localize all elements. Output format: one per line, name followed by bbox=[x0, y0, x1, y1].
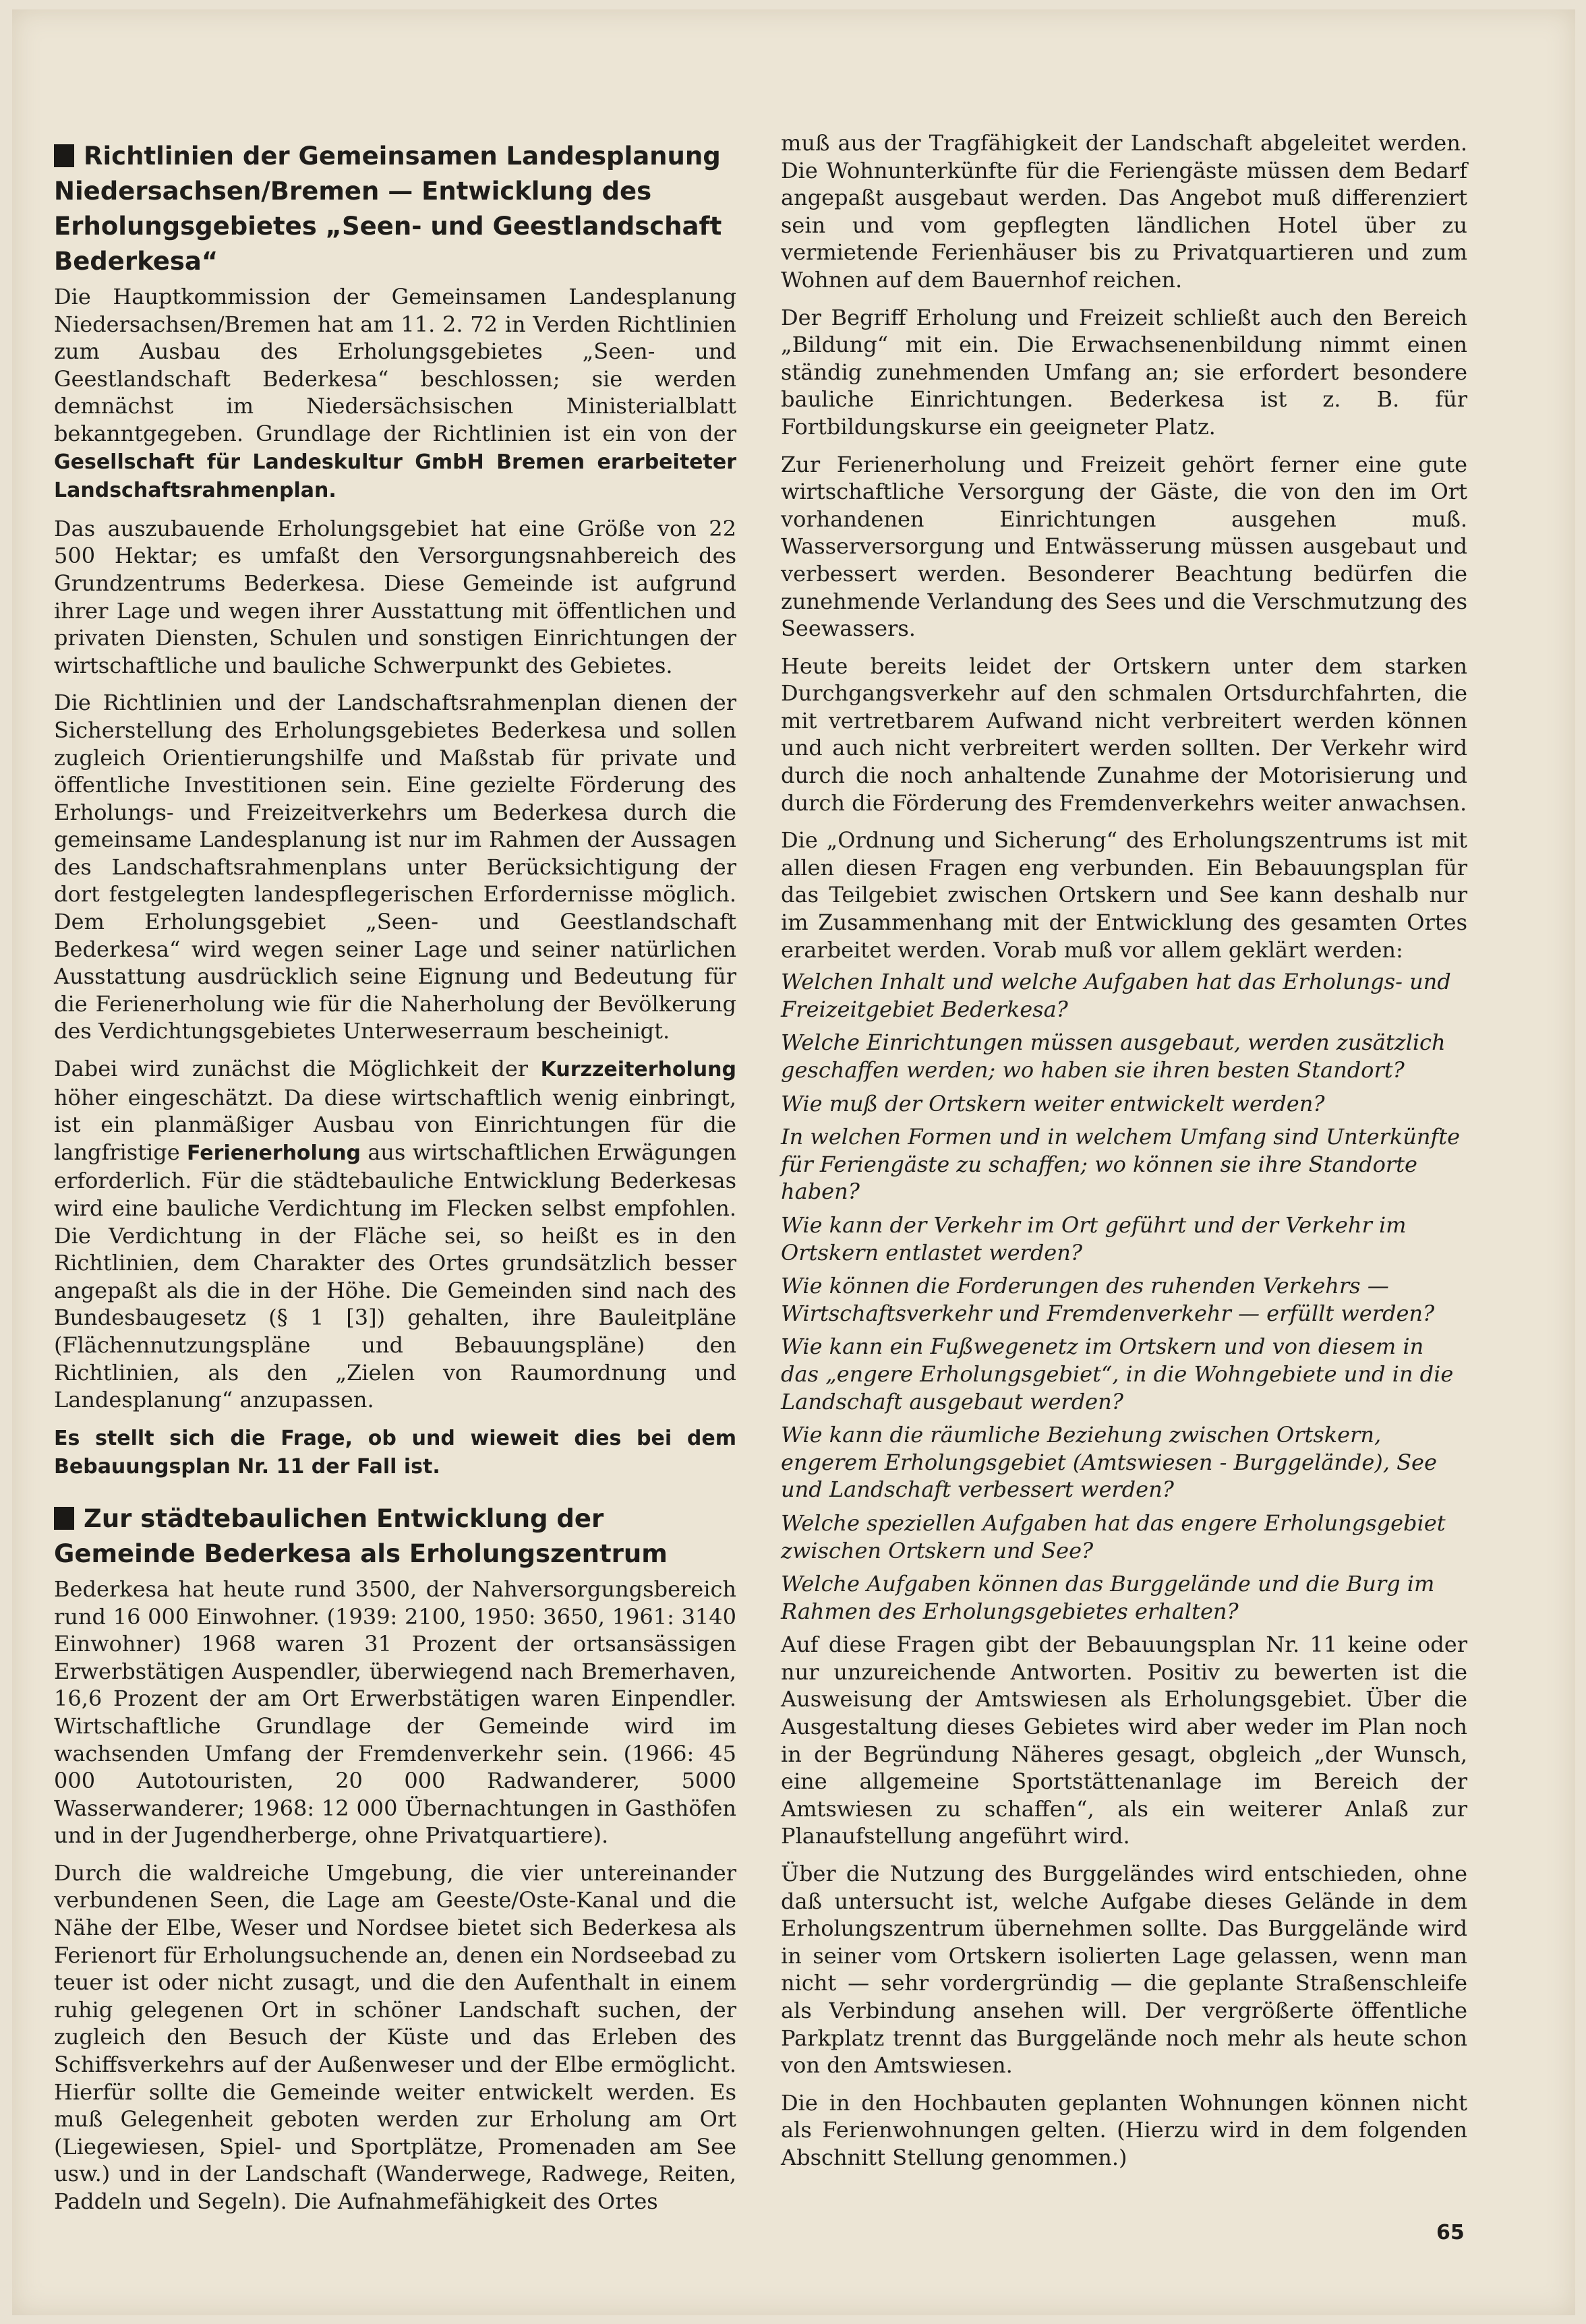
paragraph: Die Hauptkommission der Gemeinsamen Landesplanung Niedersachsen/Bremen hat am 11. 2. 72 in Verden Richtlinien zum Ausbau des Erholungsgebietes „Seen- und Geestlandschaft Bederkesa“ beschlossen; sie werden demnächst im Niedersächsischen Ministerialblatt bekanntgegeben. Grundlage der Richtlinien ist ein von der Gesellschaft für Landeskultur GmbH Bremen erarbeiteter Landschaftsrahmenplan. bbox=[54, 284, 736, 503]
paragraph: Das auszubauende Erholungsgebiet hat eine Größe von 22 500 Hektar; es umfaßt den Versorgungsnahbereich des Grundzentrums Bederkesa. Diese Gemeinde ist aufgrund ihrer Lage und wegen ihrer Ausstattung mit öffentlichen und privaten Diensten, Schulen und sonstigen Einrichtungen der wirtschaftliche und bauliche Schwerpunkt des Gebietes. bbox=[54, 515, 736, 678]
question-item: Welche Einrichtungen müssen ausgebaut, werden zusätzlich geschaffen werden; wo haben sie ihren besten Standort? bbox=[781, 1030, 1446, 1083]
paragraph: Durch die waldreiche Umgebung, die vier untereinander verbundenen Seen, die Lage am Geeste/Oste-Kanal und die Nähe der Elbe, Weser und Nordsee bietet sich Bederkesa als Ferienort für Erholungsuchende an, denen ein Nordseebad zu teuer ist oder nicht zusagt, und die den Aufenthalt in einem ruhig gelegenen Ort in schöner Landschaft suchen, der zugleich den Besuch der Küste und das Erleben des Schiffsverkehrs auf der Außenweser und der Elbe ermöglicht. Hierfür sollte die Gemeinde weiter entwickelt werden. Es muß Gelegenheit geboten werden zur Erholung am Ort (Liegewiesen, Spiel- und Sportplätze, Promenaden am See usw.) und in der Landschaft (Wanderwege, Radwege, Reiten, Paddeln und Segeln). Die Aufnahmefähigkeit des Ortes bbox=[54, 1859, 736, 2214]
square-bullet-icon bbox=[54, 1507, 74, 1530]
square-bullet-icon bbox=[54, 144, 74, 167]
paragraph: Über die Nutzung des Burggeländes wird entschieden, ohne daß untersucht ist, welche Aufgabe dieses Gelände in dem Erholungszentrum übernehmen sollte. Das Burggelände wird in seiner vom Ortskern isolierten Lage gelassen, wenn man nicht — sehr vordergründig — die geplante Straßenschleife als Verbindung ansehen will. Der vergrößerte öffentliche Parkplatz trennt das Burggelände noch mehr als heute schon von den Amtswiesen. bbox=[781, 1861, 1467, 2079]
question-item: Wie können die Forderungen des ruhenden Verkehrs — Wirtschaftsverkehr und Fremdenverkehr — erfüllt werden? bbox=[781, 1273, 1435, 1326]
question-item: Welche speziellen Aufgaben hat das engere Erholungsgebiet zwischen Ortskern und See? bbox=[781, 1510, 1446, 1563]
paragraph: Die in den Hochbauten geplanten Wohnungen können nicht als Ferienwohnungen gelten. (Hierzu wird in dem folgenden Abschnitt Stellung genommen.) bbox=[781, 2089, 1467, 2170]
paragraph: Dabei wird zunächst die Möglichkeit der Kurzzeiterholung höher eingeschätzt. Da diese wirtschaftlich wenig einbringt, ist ein planmäßiger Ausbau von Einrichtungen für die langfristige Ferienerholung aus wirtschaftlichen Erwägungen erforderlich. Für die städtebauliche Entwicklung Bederkesas wird eine bauliche Verdichtung im Flecken selbst empfohlen. Die Verdichtung in der Fläche sei, so heißt es in den Richtlinien, dem Charakter des Ortes grundsätzlich besser angepaßt als die in der Höhe. Die Gemeinden sind nach des Bundesbaugesetz (§ 1 [3]) gehalten, ihre Bauleitpläne (Flächennutzungspläne und Bebauungspläne) den Richtlinien, als den „Zielen von Raumordnung und Landesplanung“ anzupassen. bbox=[54, 1056, 736, 1413]
question-item: Wie kann die räumliche Beziehung zwischen Ortskern, engerem Erholungsgebiet (Amtswiesen - Burggelände), See und Landschaft verbessert werden? bbox=[781, 1422, 1437, 1503]
section-heading-richtlinien: Richtlinien der Gemeinsamen Landesplanung Niedersachsen/Bremen — Entwicklung des Erholungsgebietes „Seen- und Geestlandschaft Bederkesa“ bbox=[54, 142, 722, 276]
question-item: Welche Aufgaben können das Burggelände und die Burg im Rahmen des Erholungsgebietes erhalten? bbox=[781, 1571, 1435, 1624]
paragraph: Der Begriff Erholung und Freizeit schließt auch den Bereich „Bildung“ mit ein. Die Erwachsenenbildung nimmt einen ständig zunehmenden Umfang an; sie erfordert besondere bauliche Einrichtungen. Bederkesa ist z. B. für Fortbildungskurse ein geeigneter Platz. bbox=[781, 304, 1467, 440]
section-heading-entwicklung: Zur städtebaulichen Entwicklung der Gemeinde Bederkesa als Erholungszentrum bbox=[54, 1503, 668, 1568]
paragraph: Zur Ferienerholung und Freizeit gehört ferner eine gute wirtschaftliche Versorgung der Gäste, die von den im Ort vorhandenen Einrichtungen ausgehen muß. Wasserversorgung und Entwässerung müssen ausgebaut und verbessert werden. Besonderer Beachtung bedürfen die zunehmende Verlandung des Sees und die Verschmutzung des Seewassers. bbox=[781, 451, 1467, 642]
paragraph: Bederkesa hat heute rund 3500, der Nahversorgungsbereich rund 16 000 Einwohner. (1939: 2100, 1950: 3650, 1961: 3140 Einwohner) 1968 waren 31 Prozent der ortsansässigen Erwerbstätigen Auspendler, überwiegend nach Bremerhaven, 16,6 Prozent der am Ort Erwerbstätigen waren Einpendler. Wirtschaftliche Grundlage der Gemeinde wird im wachsenden Umfang der Fremdenverkehr sein. (1966: 45 000 Autotouristen, 20 000 Radwanderer, 5000 Wasserwanderer; 1968: 12 000 Übernachtungen in Gasthöfen und in der Jugendherberge, ohne Privatquartiere). bbox=[54, 1576, 736, 1849]
paragraph: Die „Ordnung und Sicherung“ des Erholungszentrums ist mit allen diesen Fragen eng verbunden. Ein Bebauungsplan für das Teilgebiet zwischen Ortskern und See kann deshalb nur im Zusammenhang mit der Entwicklung des gesamten Ortes erarbeitet werden. Vorab muß vor allem geklärt werden: bbox=[781, 827, 1467, 963]
paragraph: muß aus der Tragfähigkeit der Landschaft abgeleitet werden. Die Wohnunterkünfte für die Feriengäste müssen dem Bedarf angepaßt ausgebaut werden. Das Angebot muß differenziert sein und vom gepflegten ländlichen Hotel über zu vermietende Ferienhäuser bis zu Privatquartieren und zum Wohnen auf dem Bauernhof reichen. bbox=[781, 130, 1467, 293]
question-item: Welchen Inhalt und welche Aufgaben hat das Erholungs- und Freizeitgebiet Bederkesa? bbox=[781, 969, 1451, 1022]
paragraph: Heute bereits leidet der Ortskern unter dem starken Durchgangsverkehr auf den schmalen Ortsdurchfahrten, die mit vertretbarem Aufwand nicht verbreitert werden können und auch nicht verbreitert werden sollten. Der Verkehr wird durch die noch anhaltende Zunahme der Motorisierung und durch die Förderung des Fremdenverkehrs weiter anwachsen. bbox=[781, 653, 1467, 816]
question-item: Wie muß der Ortskern weiter entwickelt werden? bbox=[781, 1090, 1325, 1116]
document-page bbox=[12, 9, 1575, 2315]
paragraph: Die Richtlinien und der Landschaftsrahmenplan dienen der Sicherstellung des Erholungsgebietes Bederkesa und sollen zugleich Orientierungshilfe und Maßstab für private und öffentliche Investitionen sein. Eine gezielte Förderung des Erholungs- und Freizeitverkehrs um Bederkesa durch die gemeinsame Landesplanung ist nur im Rahmen der Aussagen des Landschaftsrahmenplans unter Berücksichtigung der dort festgelegten landespflegerischen Erfordernisse möglich. Dem Erholungsgebiet „Seen- und Geestlandschaft Bederkesa“ wird wegen seiner Lage und seiner natürlichen Ausstattung ausdrücklich seine Eignung und Bedeutung für die Ferienerholung wie für die Naherholung der Bevölkerung des Verdichtungsgebietes Unterweserraum bescheinigt. bbox=[54, 690, 736, 1044]
question-item: Wie kann ein Fußwegenetz im Ortskern und von diesem in das „engere Erholungsgebiet“, in die Wohngebiete und in die Landschaft ausgebaut werden? bbox=[781, 1334, 1454, 1414]
paragraph: Auf diese Fragen gibt der Bebauungsplan Nr. 11 keine oder nur unzureichende Antworten. Positiv zu bewerten ist die Ausweisung der Amtswiesen als Erholungsgebiet. Über die Ausgestaltung dieses Gebietes wird aber weder im Plan noch in der Begründung Näheres gesagt, obgleich „der Wunsch, eine allgemeine Sportstättenanlage im Bereich der Amtswiesen zu schaffen“, als ein weiterer Anlaß zur Planaufstellung angeführt wird. bbox=[781, 1632, 1467, 1849]
left-column bbox=[54, 139, 736, 2226]
question-item: Wie kann der Verkehr im Ort geführt und der Verkehr im Ortskern entlastet werden? bbox=[781, 1212, 1407, 1265]
question-item: In welchen Formen und in welchem Umfang sind Unterkünfte für Feriengäste zu schaffen; wo können sie ihre Standorte haben? bbox=[781, 1124, 1461, 1205]
paragraph-bold-question: Es stellt sich die Frage, ob und wieweit dies bei dem Bebauungsplan Nr. 11 der Fall ist. bbox=[54, 1426, 736, 1479]
right-column bbox=[781, 129, 1467, 2182]
page-number: 65 bbox=[1436, 2221, 1465, 2244]
